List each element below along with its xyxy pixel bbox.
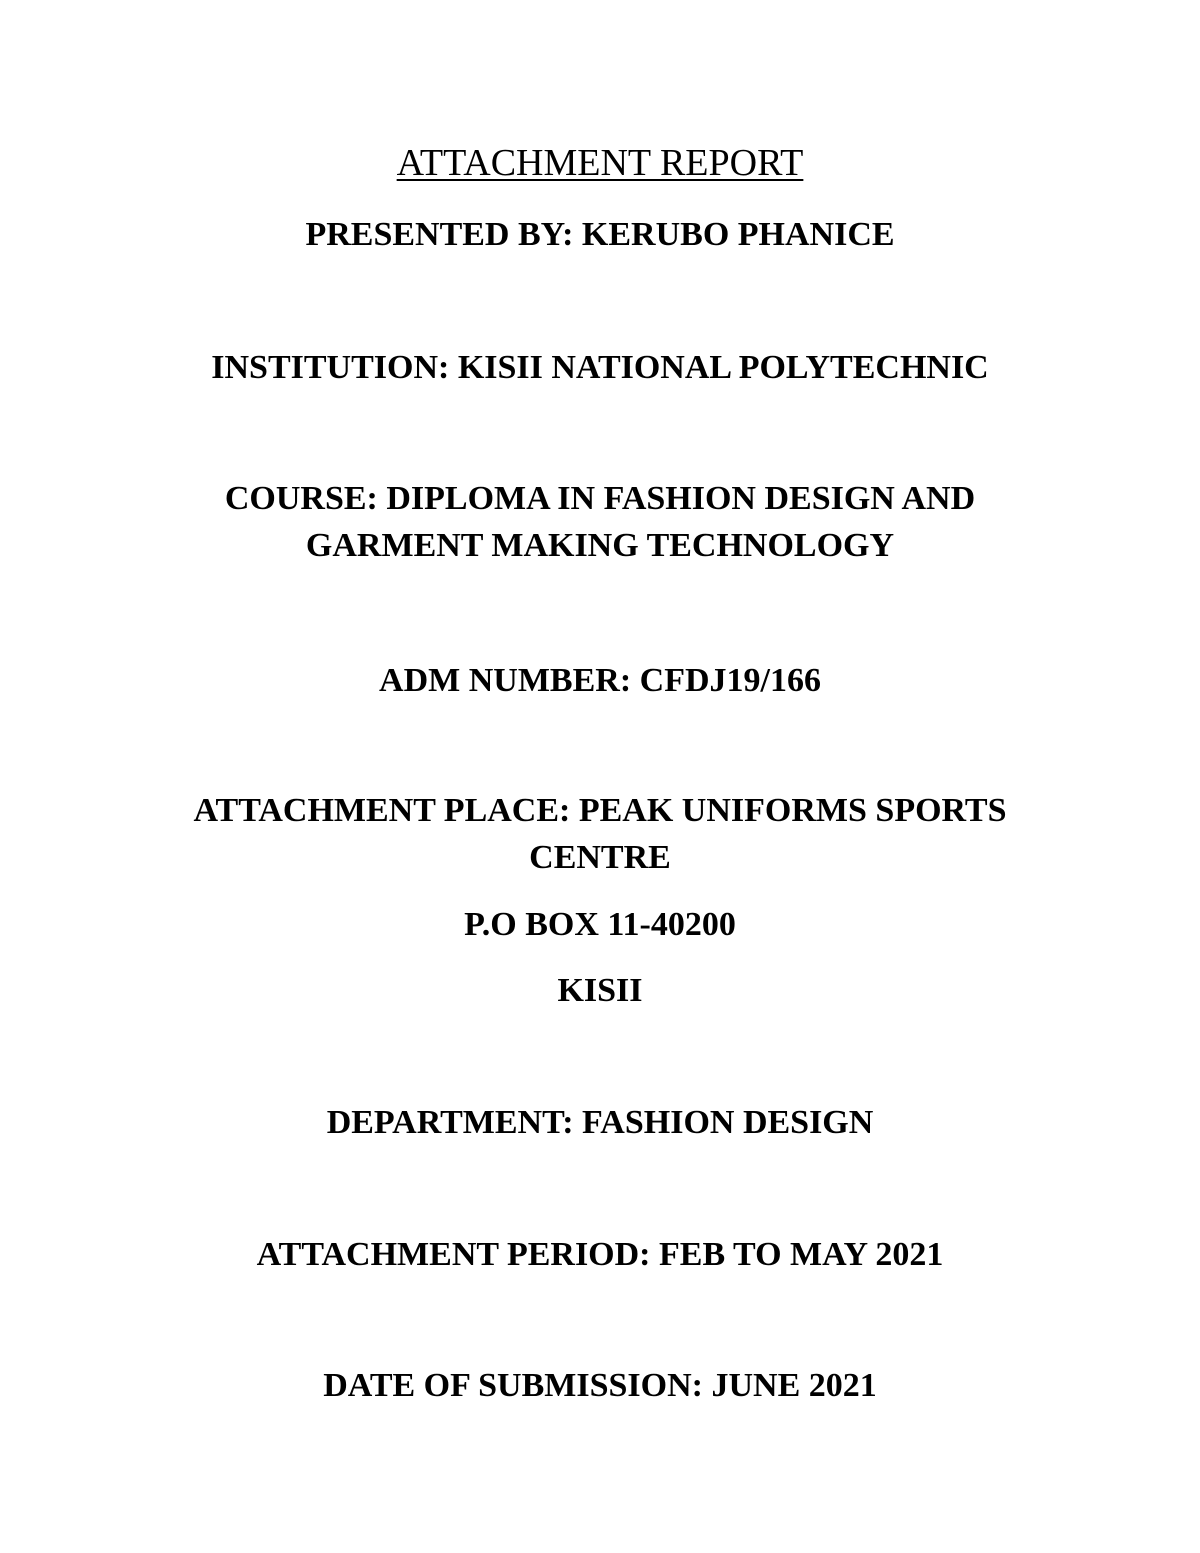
department: DEPARTMENT: FASHION DESIGN <box>326 1104 874 1141</box>
report-title: ATTACHMENT REPORT <box>396 142 804 184</box>
attachment-place-line-1: ATTACHMENT PLACE: PEAK UNIFORMS SPORTS <box>193 792 1007 829</box>
presented-by: PRESENTED BY: KERUBO PHANICE <box>305 216 895 253</box>
course-line-1: COURSE: DIPLOMA IN FASHION DESIGN AND <box>224 480 976 517</box>
town: KISII <box>557 972 643 1009</box>
course-line-2: GARMENT MAKING TECHNOLOGY <box>305 527 895 564</box>
attachment-period: ATTACHMENT PERIOD: FEB TO MAY 2021 <box>256 1236 944 1273</box>
po-box: P.O BOX 11-40200 <box>464 906 736 943</box>
date-of-submission: DATE OF SUBMISSION: JUNE 2021 <box>323 1367 877 1404</box>
attachment-place-line-2: CENTRE <box>529 839 671 876</box>
institution: INSTITUTION: KISII NATIONAL POLYTECHNIC <box>211 349 989 386</box>
adm-number: ADM NUMBER: CFDJ19/166 <box>379 662 821 699</box>
